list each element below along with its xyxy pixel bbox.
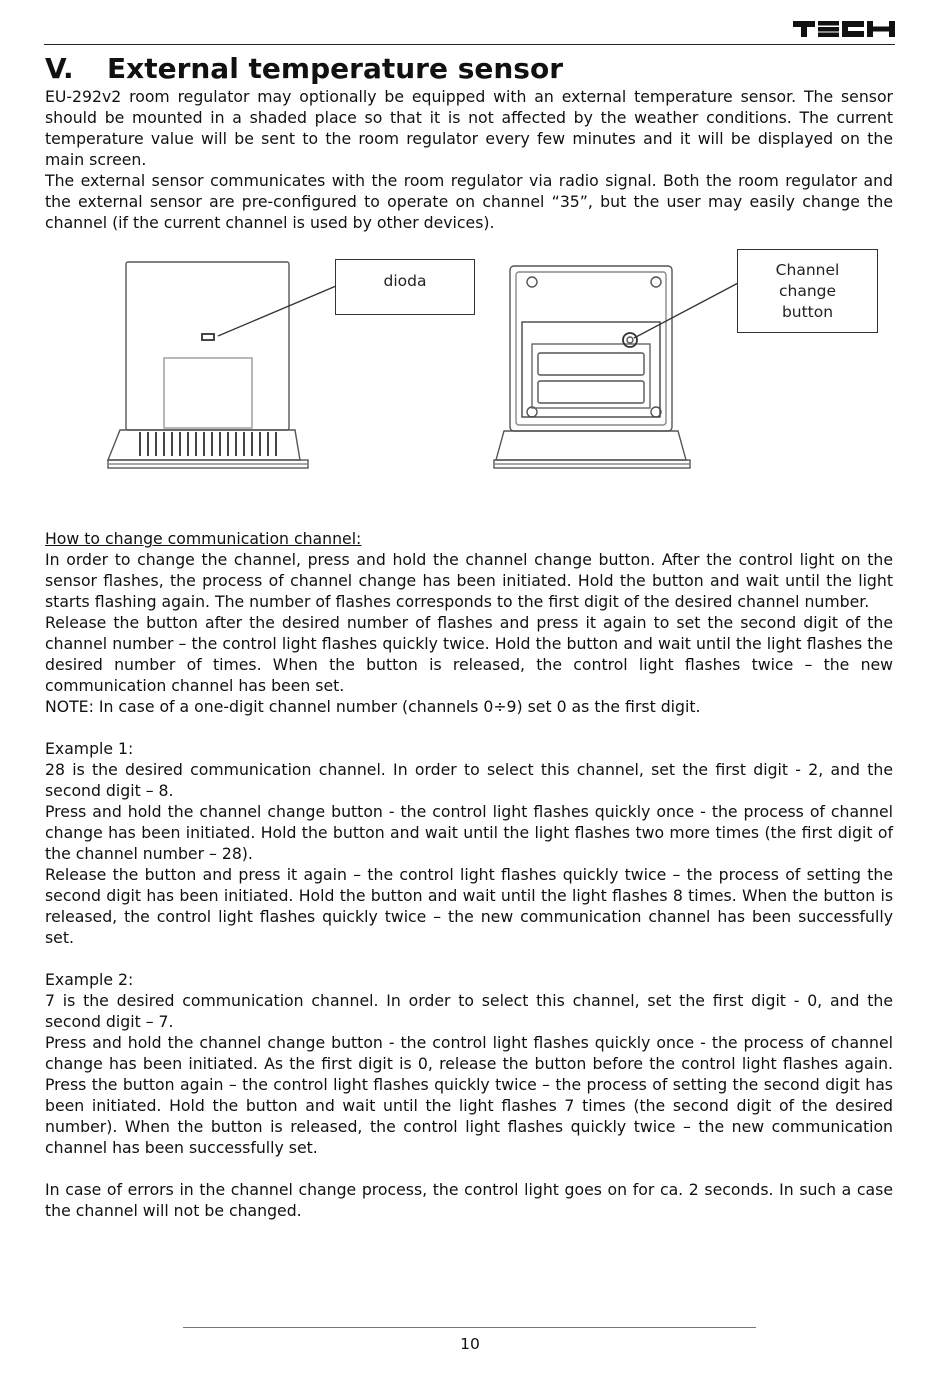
intro-text [45,86,893,233]
callout-dioda: dioda [335,259,475,315]
section-number: V. [45,52,74,85]
callout-channel-line-3: button [781,303,834,321]
how-to-paragraph-2: Release the button after the desired number of flashes and press it again to set the second digit of the channel number – the control light flashes quickly twice. Hold the button and wait until the light flashes the desired number of times. When the button is released, the control light flashes twice – the new communication channel has been set. [45,613,893,695]
callout-channel-line-2: change [778,282,837,300]
page-number: 10 [460,1335,480,1353]
example-1-paragraph-2: Press and hold the channel change button - the control light flashes quickly once - the process of channel change has been initiated. Hold the button and wait until the light flashes two more times (the first digit of the channel number – 28). [45,802,893,863]
how-to-paragraph-1: In order to change the channel, press and hold the channel change button. After the control light on the sensor flashes, the process of channel change has been initiated. Hold the button and wait until the light starts flashing again. The number of flashes corresponds to the first digit of the desired channel number. [45,550,893,611]
example-2-paragraph-2: Press and hold the channel change button - the control light flashes quickly once - the process of channel change has been initiated. As the first digit is 0, release the button before the control light flashes again. Press the button again – the control light flashes quickly twice – the process of setting the second digit has been initiated. Hold the button and wait until the light flashes 7 times (the second digit of the desired number). When the button is released, the control light flashes quickly twice – the new communication channel has been successfully set. [45,1033,893,1157]
how-to-note: NOTE: In case of a one-digit channel number (channels 0÷9) set 0 as the first digit. [45,697,701,716]
errors-paragraph: In case of errors in the channel change process, the control light goes on for ca. 2 seconds. In such a case the channel will not be changed. [45,1180,893,1220]
intro-paragraph-1: EU-292v2 room regulator may optionally be equipped with an external temperature sensor. The sensor should be mounted in a shaded place so that it is not affected by the weather conditions. The current temperature value will be sent to the room regulator every few minutes and it will be displayed on the main screen. [45,87,893,169]
header-rule [44,44,895,45]
callout-channel-change-button [737,249,878,333]
callout-channel-line-1: Channel [775,261,840,279]
example-1-paragraph-3: Release the button and press it again – the control light flashes quickly twice – the process of setting the second digit has been initiated. Hold the button and wait until the light flashes 8 times. When the button is released, the control light flashes quickly twice – the new communication channel has been successfully set. [45,865,893,947]
example-1-heading: Example 1: [45,739,134,758]
section-title-text: External temperature sensor [107,52,563,85]
tech-logo [793,12,895,42]
example-1-paragraph-1: 28 is the desired communication channel. In order to select this channel, set the first digit - 2, and the second digit – 8. [45,760,893,800]
how-to-heading: How to change communication channel: [45,529,362,548]
section-title [45,50,563,88]
example-2-paragraph-1: 7 is the desired communication channel. In order to select this channel, set the first digit - 0, and the second digit – 7. [45,991,893,1031]
footer-rule [183,1327,756,1328]
intro-paragraph-2: The external sensor communicates with the room regulator via radio signal. Both the room regulator and the external sensor are pre-configured to operate on channel “35”, but the user may easily change the channel (if the current channel is used by other devices). [45,171,893,232]
example-2-heading: Example 2: [45,970,134,989]
instructions-text [45,528,893,1221]
sensor-figure [100,246,890,478]
